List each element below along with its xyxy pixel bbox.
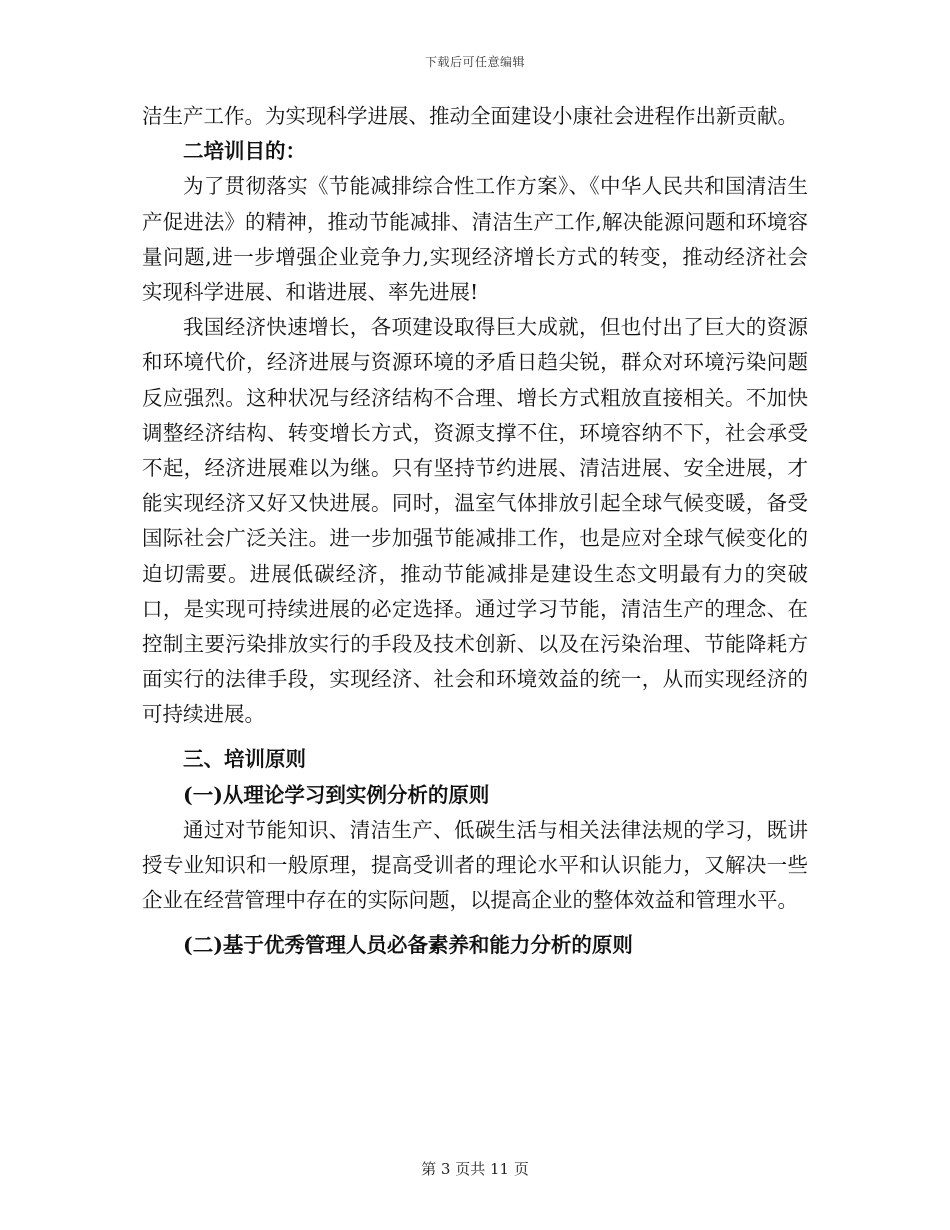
paragraph-continuation: 洁生产工作。为实现科学进展、推动全面建设小康社会进程作出新贡献。: [142, 104, 798, 128]
section-heading-training-principles: 三、培训原则: [183, 746, 306, 771]
subheading-principle-theory: (一)从理论学习到实例分析的原则: [183, 782, 490, 807]
paragraph-background: 我国经济快速增长，各项建设取得巨大成就，但也付出了巨大的资源和环境代价，经济进展与资源环境的矛盾日趋尖锐，群众对环境污染问题反应强烈。这种状况与经济结构不合理、增长方式粗放直接相关。不加快调整经济结构、转变增长方式，资源支撑不住，环境容纳不下，社会承受不起，经济进展难以为继。只有坚持节约进展、清洁进展、安全进展，才能实现经济又好又快进展。同时，温室气体排放引起全球气候变暖，备受国际社会广泛关注。进一步加强节能减排工作，也是应对全球气候变化的迫切需要。进展低碳经济，推动节能减排是建设生态文明最有力的突破口，是实现可持续进展的必定选择。通过学习节能，清洁生产的理念、在控制主要污染排放实行的手段及技术创新、以及在污染治理、节能降耗方面实行的法律手段，实现经济、社会和环境效益的统一，从而实现经济的可持续进展。: [142, 315, 808, 727]
subheading-principle-management: (二)基于优秀管理人员必备素养和能力分析的原则: [183, 932, 633, 957]
section-heading-training-purpose: 二培训目的：: [183, 139, 306, 164]
paragraph-purpose: 为了贯彻落实《节能减排综合性工作方案》、《中华人民共和国清洁生产促进法》的精神，推动节能减排、清洁生产工作,解决能源问题和环境容量问题,进一步增强企业竞争力,实现经济增长方式的转变，推动经济社会实现科学进展、和谐进展、率先进展!: [142, 174, 808, 305]
document-body: [142, 99, 808, 963]
page-header: 下载后可任意编辑: [424, 55, 525, 69]
page-number: 第 3 页共 11 页: [421, 1160, 529, 1178]
paragraph-principle-theory: 通过对节能知识、清洁生产、低碳生活与相关法律法规的学习，既讲授专业知识和一般原理，提高受训者的理论水平和认识能力，又解决一些企业在经营管理中存在的实际问题，以提高企业的整体效益和管理水平。: [142, 818, 808, 913]
